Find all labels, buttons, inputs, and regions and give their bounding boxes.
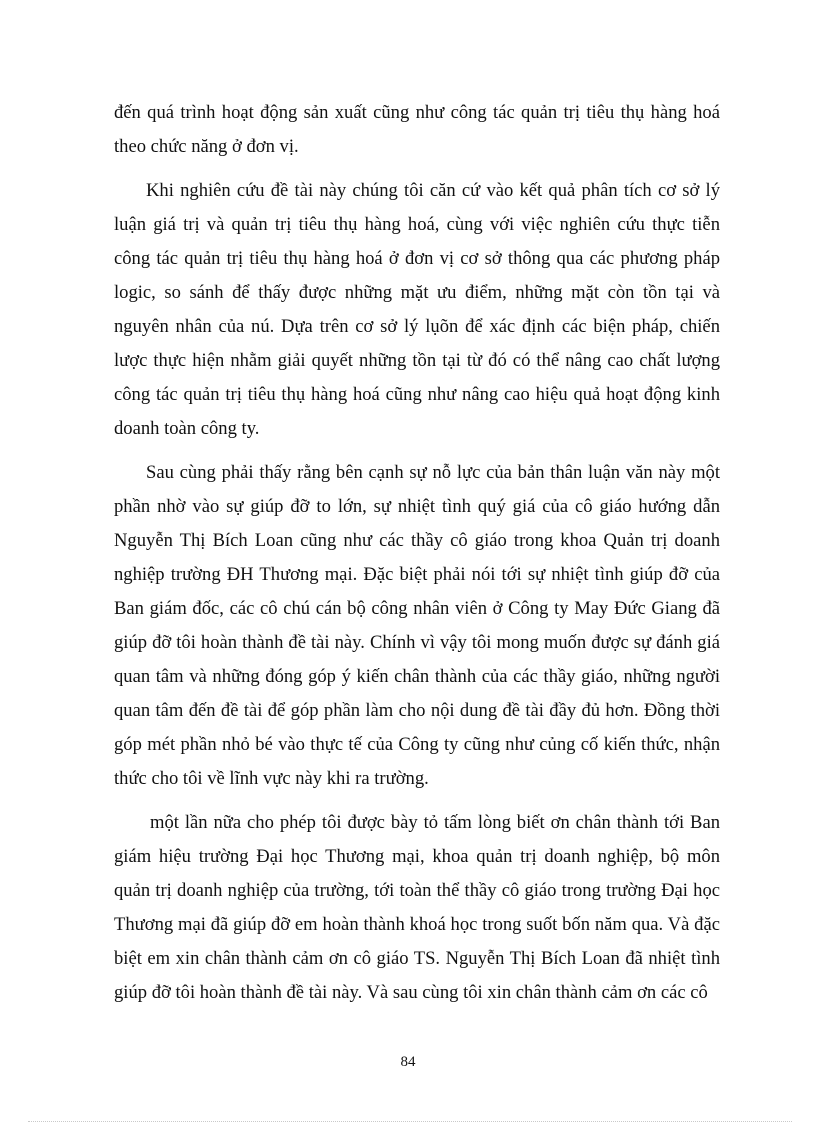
body-text: [114, 96, 720, 1010]
paragraph-gratitude: một lần nữa cho phép tôi được bày tỏ tấm lòng biết ơn chân thành tới Ban giám hiệu trường Đại học Thương mại, khoa quản trị doanh nghiệp, bộ môn quản trị doanh nghiệp của trường, tới toàn thể thầy cô giáo trong trường Đại học Thương mại đã giúp đỡ em hoàn thành khoá học trong suốt bốn năm qua. Và đặc biệt em xin chân thành cảm ơn cô giáo TS. Nguyễn Thị Bích Loan đã nhiệt tình giúp đỡ tôi hoàn thành đề tài này. Và sau cùng tôi xin chân thành cảm ơn các cô: [114, 812, 720, 1003]
page-number: 84: [400, 1054, 416, 1070]
paragraph-continuation: đến quá trình hoạt động sản xuất cũng như công tác quản trị tiêu thụ hàng hoá theo chức năng ở đơn vị.: [114, 102, 720, 157]
footer-divider: [28, 1121, 792, 1122]
paragraph-research-basis: Khi nghiên cứu đề tài này chúng tôi căn cứ vào kết quả phân tích cơ sở lý luận giá trị và quản trị tiêu thụ hàng hoá, cùng với việc nghiên cứu thực tiễn công tác quản trị tiêu thụ hàng hoá ở đơn vị cơ sở thông qua các phương pháp logic, so sánh để thấy được những mặt ưu điểm, những mặt còn tồn tại và nguyên nhân của nú. Dựa trên cơ sở lý lụõn để xác định các biện pháp, chiến lược thực hiện nhằm giải quyết những tồn tại từ đó có thể nâng cao chất lượng công tác quản trị tiêu thụ hàng hoá cũng như nâng cao hiệu quả hoạt động kinh doanh toàn công ty.: [114, 180, 720, 439]
paragraph-acknowledgement: Sau cùng phải thấy rằng bên cạnh sự nỗ lực của bản thân luận văn này một phần nhờ vào sự giúp đỡ to lớn, sự nhiệt tình quý giá của cô giáo hướng dẫn Nguyễn Thị Bích Loan cũng như các thầy cô giáo trong khoa Quản trị doanh nghiệp trường ĐH Thương mại. Đặc biệt phải nói tới sự nhiệt tình giúp đỡ của Ban giám đốc, các cô chú cán bộ công nhân viên ở Công ty May Đức Giang đã giúp đỡ tôi hoàn thành đề tài này. Chính vì vậy tôi mong muốn được sự đánh giá quan tâm và những đóng góp ý kiến chân thành của các thầy giáo, những người quan tâm đến đề tài để góp phần làm cho nội dung đề tài đầy đủ hơn. Đồng thời góp mét phần nhỏ bé vào thực tế của Công ty cũng như củng cố kiến thức, nhận thức cho tôi về lĩnh vực này khi ra trường.: [114, 462, 720, 789]
